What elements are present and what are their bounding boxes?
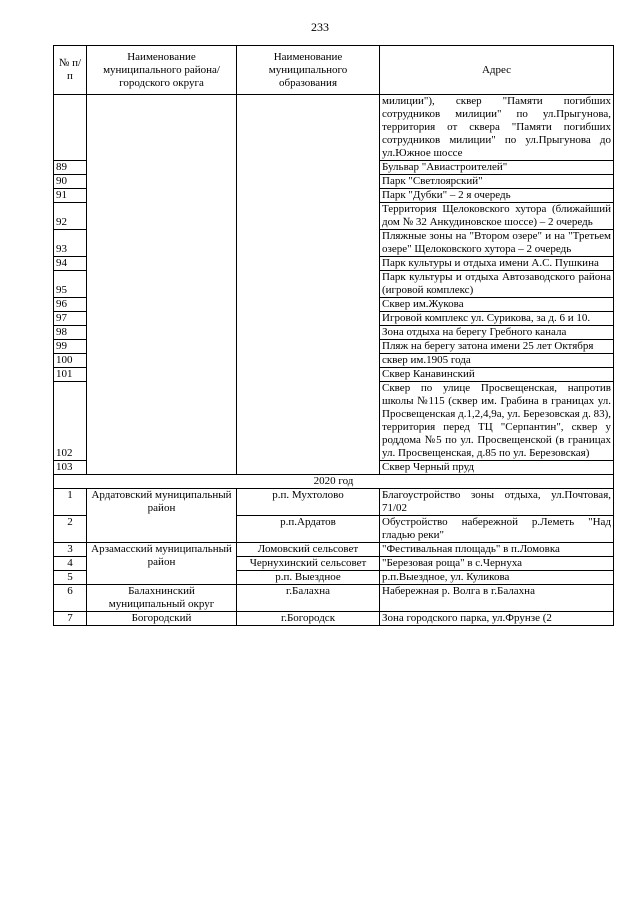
table-row <box>54 612 614 626</box>
row-num: 2 <box>54 516 87 543</box>
row-municipality: р.п. Мухтолово <box>237 489 380 516</box>
row-address: р.п.Выездное, ул. Куликова <box>380 571 614 585</box>
table-body-2019 <box>54 95 614 475</box>
row-num: 93 <box>54 230 87 257</box>
row-num: 6 <box>54 585 87 612</box>
header-address: Адрес <box>380 46 614 95</box>
row-address: Сквер по улице Просвещенская, напротив школы №115 (сквер им. Грабина в границах ул. Просвещенская д.1,2,4,9а, ул. Березовская д. 83), территория перед ТЦ "Серпантин", сквер у роддома №5 по ул. Просвещенской (в границах ул. Просвещенская, д.85 по ул. Березовская) <box>380 382 614 461</box>
row-num: 101 <box>54 368 87 382</box>
header-municipality: Наименование муниципального образования <box>237 46 380 95</box>
row-address: Бульвар "Авиастроителей" <box>380 161 614 175</box>
row-address: Зона городского парка, ул.Фрунзе (2 <box>380 612 614 626</box>
row-address: Игровой комплекс ул. Сурикова, за д. 6 и 10. <box>380 312 614 326</box>
row-address: Пляж на берегу затона имени 25 лет Октября <box>380 340 614 354</box>
row-num: 97 <box>54 312 87 326</box>
row-num: 90 <box>54 175 87 189</box>
row-district: Балахнинский муниципальный округ <box>87 585 237 612</box>
row-municipality: г.Богородск <box>237 612 380 626</box>
row-address: Сквер им.Жукова <box>380 298 614 312</box>
row-address: Обустройство набережной р.Леметь "Над гладью реки" <box>380 516 614 543</box>
row-address: Парк культуры и отдыха имени А.С. Пушкина <box>380 257 614 271</box>
row-address: Парк культуры и отдыха Автозаводского района (игровой комплекс) <box>380 271 614 298</box>
district-cell-2019 <box>87 95 237 475</box>
row-num: 5 <box>54 571 87 585</box>
table-row <box>54 95 614 161</box>
header-num: № п/п <box>54 46 87 95</box>
row-num: 4 <box>54 557 87 571</box>
year-label: 2020 год <box>54 475 614 489</box>
municipality-cell-2019 <box>237 95 380 475</box>
row-address: сквер им.1905 года <box>380 354 614 368</box>
row-municipality: р.п.Ардатов <box>237 516 380 543</box>
row-district: Арзамасский муниципальный район <box>87 543 237 585</box>
row-address: Благоустройство зоны отдыха, ул.Почтовая, 71/02 <box>380 489 614 516</box>
row-address: Парк "Светлоярский" <box>380 175 614 189</box>
header-district: Наименование муниципального района/ городского округа <box>87 46 237 95</box>
locations-table <box>53 45 614 626</box>
table-row <box>54 489 614 516</box>
row-num: 98 <box>54 326 87 340</box>
row-address: Набережная р. Волга в г.Балахна <box>380 585 614 612</box>
row-num: 96 <box>54 298 87 312</box>
row-num: 94 <box>54 257 87 271</box>
row-num: 7 <box>54 612 87 626</box>
row-num: 91 <box>54 189 87 203</box>
page-number: 233 <box>311 20 329 34</box>
row-num: 3 <box>54 543 87 557</box>
row-address: "Фестивальная площадь" в п.Ломовка <box>380 543 614 557</box>
row-district: Богородский <box>87 612 237 626</box>
continuation-text: милиции"), сквер "Памяти погибших сотрудников милиции" по ул.Прыгунова, территория от сквера "Памяти погибших сотрудников милиции" по ул.Прыгунова до ул.Южное шоссе <box>380 95 614 161</box>
row-num: 100 <box>54 354 87 368</box>
row-num: 99 <box>54 340 87 354</box>
table-row <box>54 543 614 557</box>
row-num: 92 <box>54 203 87 230</box>
row-municipality: г.Балахна <box>237 585 380 612</box>
row-address: Территория Щелоковского хутора (ближайший дом № 32 Анкудиновское шоссе) – 2 очередь <box>380 203 614 230</box>
row-address: Пляжные зоны на "Втором озере" и на "Третьем озере" Щелоковского хутора – 2 очередь <box>380 230 614 257</box>
row-num: 102 <box>54 382 87 461</box>
row-num: 103 <box>54 461 87 475</box>
table-body-2020 <box>54 475 614 626</box>
table-row <box>54 585 614 612</box>
table-header-row <box>54 46 614 95</box>
row-address: Сквер Канавинский <box>380 368 614 382</box>
row-address: "Березовая роща" в с.Чернуха <box>380 557 614 571</box>
row-num: 95 <box>54 271 87 298</box>
row-municipality: Чернухинский сельсовет <box>237 557 380 571</box>
row-num: 1 <box>54 489 87 516</box>
row-address: Зона отдыха на берегу Гребного канала <box>380 326 614 340</box>
row-address: Сквер Черный пруд <box>380 461 614 475</box>
row-district: Ардатовский муниципальный район <box>87 489 237 543</box>
row-num: 89 <box>54 161 87 175</box>
row-address: Парк "Дубки" – 2 я очередь <box>380 189 614 203</box>
row-municipality: р.п. Выездное <box>237 571 380 585</box>
row-municipality: Ломовский сельсовет <box>237 543 380 557</box>
year-row <box>54 475 614 489</box>
